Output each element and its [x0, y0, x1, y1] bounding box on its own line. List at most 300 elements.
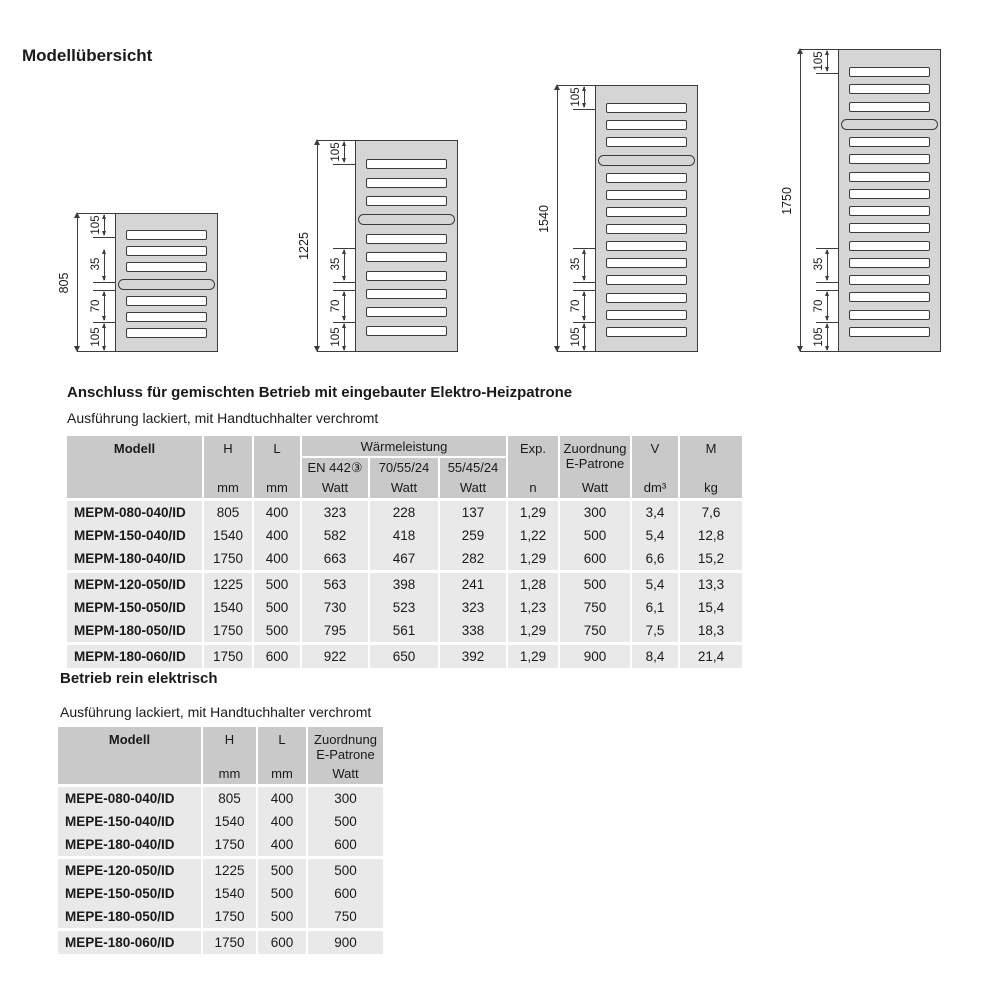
radiator-slat: [849, 223, 930, 233]
header-unit: Watt: [390, 480, 418, 495]
cell-value: 1,29: [508, 619, 558, 642]
table-row: [58, 787, 383, 810]
header-label-line: H: [223, 441, 233, 456]
dim-arrow-down: [582, 103, 586, 108]
radiator-slat: [849, 258, 930, 268]
header-unit: [133, 480, 137, 495]
radiator-slat: [366, 271, 447, 281]
cell-model: MEPE-180-060/ID: [58, 931, 201, 954]
dim-tick: [77, 351, 115, 352]
dim-tick: [557, 351, 595, 352]
cell-value: 500: [308, 810, 383, 833]
header-unit: mm: [218, 766, 241, 781]
cell-value: 1,28: [508, 573, 558, 596]
dim-arrow-up: [825, 291, 829, 296]
radiator-slat: [126, 296, 207, 306]
cell-value: 1540: [203, 882, 256, 905]
cell-value: 1750: [203, 905, 256, 928]
cell-value: 21,4: [680, 645, 742, 668]
towel-bar: [358, 214, 455, 225]
cell-model: MEPM-180-040/ID: [67, 547, 202, 570]
radiator-slat: [606, 207, 687, 217]
radiator-slat: [606, 103, 687, 113]
cell-value: 1540: [204, 596, 252, 619]
cell-value: 500: [254, 596, 300, 619]
cell-value: 1750: [204, 619, 252, 642]
cell-value: 282: [440, 547, 506, 570]
header-label: [520, 441, 546, 456]
section-electric-subheading: Ausführung lackiert, mit Handtuchhalter verchromt: [60, 704, 372, 720]
radiator-slat: [126, 230, 207, 240]
radiator-slat: [849, 137, 930, 147]
cell-value: 500: [258, 905, 306, 928]
header-label-line: Zuordnung: [563, 441, 627, 456]
cell-model: MEPM-120-050/ID: [67, 573, 202, 596]
radiator-slat: [849, 154, 930, 164]
cell-value: 663: [302, 547, 368, 570]
overall-dim-line: [77, 213, 78, 352]
cell-value: 467: [370, 547, 438, 570]
cell-model: MEPM-180-050/ID: [67, 619, 202, 642]
cell-value: 500: [258, 859, 306, 882]
cell-value: 805: [203, 787, 256, 810]
cell-value: 418: [370, 524, 438, 547]
table-row: [58, 882, 383, 905]
dim-tick: [573, 282, 595, 283]
dim-tick: [800, 351, 838, 352]
dim-arrow-down: [582, 276, 586, 281]
col-header-zuordnung: [308, 727, 383, 784]
radiator-slat: [606, 224, 687, 234]
overall-dim-line: [557, 85, 558, 352]
cell-model: MEPM-180-060/ID: [67, 645, 202, 668]
cell-value: 1,22: [508, 524, 558, 547]
cell-value: 7,5: [632, 619, 678, 642]
mixed-table: [67, 436, 742, 668]
cell-value: 582: [302, 524, 368, 547]
dim-arrow-down: [102, 276, 106, 281]
dim-tick: [800, 49, 838, 50]
radiator-slat: [606, 137, 687, 147]
cell-value: 400: [254, 501, 300, 524]
cell-value: 600: [254, 645, 300, 668]
radiator-slat: [849, 292, 930, 302]
dim-arrow-up: [582, 86, 586, 91]
cell-value: 600: [308, 882, 383, 905]
table-row: [67, 573, 742, 596]
cell-model: MEPE-180-040/ID: [58, 833, 201, 856]
dim-arrow-up: [102, 291, 106, 296]
col-header-l: [258, 727, 306, 784]
cell-value: 500: [308, 859, 383, 882]
header-label: [273, 441, 280, 456]
dim-arrow-up: [582, 323, 586, 328]
row-group: [58, 787, 383, 856]
table-row: [58, 810, 383, 833]
sub-dim-label-105-bottom: 105: [90, 327, 102, 347]
cell-model: MEPE-180-050/ID: [58, 905, 201, 928]
cell-value: 1,29: [508, 547, 558, 570]
radiator-slat: [849, 241, 930, 251]
cell-value: 228: [370, 501, 438, 524]
cell-value: 500: [560, 524, 630, 547]
radiator-slat: [126, 312, 207, 322]
cell-value: 500: [258, 882, 306, 905]
cell-value: 241: [440, 573, 506, 596]
cell-model: MEPE-150-050/ID: [58, 882, 201, 905]
sub-dim-label-70: 70: [330, 299, 342, 313]
row-group: [67, 501, 742, 570]
radiator-slat: [126, 328, 207, 338]
sub-dim-label-105-bottom: 105: [330, 327, 342, 347]
cell-value: 6,6: [632, 547, 678, 570]
header-label-line: L: [278, 732, 286, 747]
cell-value: 600: [308, 833, 383, 856]
dim-tick: [333, 164, 355, 165]
header-label-line: Modell: [108, 732, 151, 747]
overall-dim-line: [317, 140, 318, 352]
header-label: [379, 460, 430, 475]
cell-value: 398: [370, 573, 438, 596]
cell-value: 750: [308, 905, 383, 928]
cell-model: MEPE-150-040/ID: [58, 810, 201, 833]
mixed-table-header: [67, 436, 742, 498]
overall-height-label: 805: [57, 272, 71, 293]
radiator-slat: [366, 159, 447, 169]
radiator-diagram-805: [57, 213, 218, 352]
col-header-m: [680, 436, 742, 498]
overall-height-label: 1750: [780, 186, 794, 215]
radiator-slat: [849, 67, 930, 77]
cell-value: 392: [440, 645, 506, 668]
cell-value: 13,3: [680, 573, 742, 596]
cell-value: 900: [560, 645, 630, 668]
cell-value: 6,1: [632, 596, 678, 619]
header-unit: Watt: [332, 766, 359, 781]
row-group: [67, 645, 742, 668]
dim-arrow-down: [825, 346, 829, 351]
header-label: [109, 732, 150, 747]
table-row: [67, 524, 742, 547]
table-row: [58, 833, 383, 856]
dim-arrow-down: [582, 346, 586, 351]
dim-tick: [816, 282, 838, 283]
cell-model: MEPE-120-050/ID: [58, 859, 201, 882]
table-row: [58, 905, 383, 928]
dim-arrow-down: [102, 316, 106, 321]
header-label: [307, 460, 362, 475]
radiator-slat: [606, 310, 687, 320]
dim-tick: [93, 237, 115, 238]
header-label-line: 70/55/24: [378, 460, 430, 475]
radiator-slat: [366, 234, 447, 244]
table-row: [67, 596, 742, 619]
cell-value: 12,8: [680, 524, 742, 547]
cell-value: 1750: [203, 833, 256, 856]
sub-dim-label-105-bottom: 105: [813, 327, 825, 347]
cell-value: 300: [560, 501, 630, 524]
cell-value: 1750: [204, 645, 252, 668]
col-header-554524: [440, 458, 506, 498]
header-unit: dm³: [643, 480, 667, 495]
sub-dim-label-105-top: 105: [90, 215, 102, 235]
row-group: [67, 573, 742, 642]
cell-value: 1750: [204, 547, 252, 570]
cell-value: 137: [440, 501, 506, 524]
dim-arrow-up: [582, 291, 586, 296]
cell-value: 1,23: [508, 596, 558, 619]
cell-value: 15,2: [680, 547, 742, 570]
sub-dim-label-35: 35: [90, 257, 102, 271]
radiator-slat: [366, 326, 447, 336]
cell-value: 338: [440, 619, 506, 642]
radiator-body: [115, 213, 218, 352]
overall-height-label: 1540: [537, 204, 551, 233]
header-unit: Watt: [459, 480, 487, 495]
header-unit: mm: [266, 480, 288, 495]
header-label: [225, 732, 234, 747]
radiator-slat: [366, 178, 447, 188]
cell-value: 600: [258, 931, 306, 954]
header-label: [278, 732, 285, 747]
header-label-line: M: [705, 441, 717, 456]
table-row: [58, 931, 383, 954]
radiator-slat: [849, 327, 930, 337]
radiator-slat: [606, 173, 687, 183]
cell-value: 563: [302, 573, 368, 596]
radiator-slat: [606, 120, 687, 130]
cell-value: 1,29: [508, 645, 558, 668]
dim-tick: [333, 282, 355, 283]
cell-model: MEPE-080-040/ID: [58, 787, 201, 810]
radiator-slat: [606, 190, 687, 200]
section-mixed-heading: Anschluss für gemischten Betrieb mit eingebauter Elektro-Heizpatrone: [67, 384, 573, 401]
dim-arrow-up: [342, 141, 346, 146]
cell-value: 500: [254, 573, 300, 596]
radiator-slat: [126, 246, 207, 256]
radiator-slat: [849, 84, 930, 94]
col-header-v: [632, 436, 678, 498]
radiator-slat: [849, 206, 930, 216]
cell-value: 400: [254, 547, 300, 570]
header-label: [564, 441, 627, 471]
cell-value: 5,4: [632, 573, 678, 596]
sub-dim-label-35: 35: [570, 257, 582, 271]
page-title: Modellübersicht: [22, 46, 153, 65]
cell-value: 400: [254, 524, 300, 547]
radiator-slat: [366, 196, 447, 206]
dim-arrow-down: [342, 276, 346, 281]
dim-arrow-up: [342, 291, 346, 296]
col-header-exp: [508, 436, 558, 498]
dim-tick: [317, 140, 355, 141]
radiator-body: [355, 140, 458, 352]
sub-dim-label-70: 70: [90, 299, 102, 313]
cell-value: 500: [254, 619, 300, 642]
cell-value: 922: [302, 645, 368, 668]
header-label: [223, 441, 232, 456]
header-unit: [128, 766, 132, 781]
col-header-en442: [302, 458, 368, 498]
col-header-h: [204, 436, 252, 498]
electric-table: [58, 727, 383, 954]
radiator-slat: [366, 307, 447, 317]
waermeleistung-subcolumns: [302, 458, 506, 498]
cell-value: 1750: [203, 931, 256, 954]
col-header-l: [254, 436, 300, 498]
sub-dim-label-35: 35: [330, 257, 342, 271]
sub-dim-label-70: 70: [570, 299, 582, 313]
radiator-slat: [606, 258, 687, 268]
dim-tick: [573, 109, 595, 110]
dim-arrow-up: [825, 50, 829, 55]
cell-value: 1,29: [508, 501, 558, 524]
dim-arrow-up: [825, 249, 829, 254]
dim-tick: [557, 85, 595, 86]
cell-model: MEPM-150-040/ID: [67, 524, 202, 547]
radiator-slat: [606, 241, 687, 251]
radiator-diagram-1225: [297, 140, 458, 352]
cell-value: 400: [258, 810, 306, 833]
radiator-slat: [849, 275, 930, 285]
dim-arrow-down: [342, 346, 346, 351]
header-unit: n: [529, 480, 537, 495]
header-label-line: 55/45/24: [447, 460, 499, 475]
table-row: [67, 501, 742, 524]
cell-value: 805: [204, 501, 252, 524]
overall-height-label: 1225: [297, 232, 311, 260]
header-unit: kg: [704, 480, 718, 495]
waermeleistung-group-label: Wärmeleistung: [302, 436, 506, 456]
cell-value: 3,4: [632, 501, 678, 524]
dim-arrow-up: [825, 323, 829, 328]
cell-value: 300: [308, 787, 383, 810]
cell-model: MEPM-150-050/ID: [67, 596, 202, 619]
dim-arrow-up: [102, 249, 106, 254]
radiator-slat: [849, 310, 930, 320]
sub-dim-label-105-top: 105: [813, 51, 825, 71]
dim-arrow-down: [825, 316, 829, 321]
towel-bar: [841, 119, 938, 130]
cell-value: 5,4: [632, 524, 678, 547]
cell-value: 18,3: [680, 619, 742, 642]
col-header-modell: [67, 436, 202, 498]
radiator-slat: [606, 275, 687, 285]
dim-arrow-down: [102, 231, 106, 236]
cell-value: 400: [258, 787, 306, 810]
dim-tick: [816, 73, 838, 74]
radiator-slat: [606, 293, 687, 303]
col-header-705524: [370, 458, 438, 498]
cell-value: 750: [560, 619, 630, 642]
cell-value: 400: [258, 833, 306, 856]
radiator-slat: [849, 189, 930, 199]
header-label-line: Zuordnung: [314, 732, 377, 747]
dim-arrow-down: [825, 67, 829, 72]
header-label-line: E-Patrone: [565, 456, 625, 471]
cell-value: 323: [440, 596, 506, 619]
cell-model: MEPM-080-040/ID: [67, 501, 202, 524]
dim-arrow-up: [102, 214, 106, 219]
cell-value: 900: [308, 931, 383, 954]
section-electric-heading: Betrieb rein elektrisch: [60, 670, 218, 687]
cell-value: 259: [440, 524, 506, 547]
table-row: [67, 645, 742, 668]
radiator-diagram-1750: [780, 49, 941, 352]
sub-dim-label-35: 35: [813, 257, 825, 271]
section-mixed-subheading: Ausführung lackiert, mit Handtuchhalter verchromt: [67, 410, 379, 426]
cell-value: 1225: [204, 573, 252, 596]
radiator-diagram-1540: [537, 85, 698, 352]
row-group: [58, 931, 383, 954]
cell-value: 650: [370, 645, 438, 668]
col-header-modell: [58, 727, 201, 784]
dim-arrow-down: [102, 346, 106, 351]
header-label: [314, 732, 377, 762]
cell-value: 7,6: [680, 501, 742, 524]
header-unit: Watt: [581, 480, 609, 495]
cell-value: 15,4: [680, 596, 742, 619]
overall-dim-line: [800, 49, 801, 352]
header-label-line: Exp.: [519, 441, 546, 456]
col-header-waermeleistung: [302, 436, 506, 498]
radiator-slat: [849, 102, 930, 112]
cell-value: 730: [302, 596, 368, 619]
towel-bar: [118, 279, 215, 290]
dim-arrow-up: [342, 323, 346, 328]
dim-arrow-down: [342, 158, 346, 163]
cell-value: 8,4: [632, 645, 678, 668]
dim-tick: [93, 282, 115, 283]
header-unit: mm: [271, 766, 293, 781]
dim-tick: [77, 213, 115, 214]
header-unit: Watt: [321, 480, 349, 495]
header-label: [114, 441, 155, 456]
radiator-body: [838, 49, 941, 352]
row-group: [58, 859, 383, 928]
dim-arrow-down: [342, 316, 346, 321]
cell-value: 600: [560, 547, 630, 570]
header-label-line: V: [650, 441, 660, 456]
header-label: [706, 441, 717, 456]
dim-arrow-up: [582, 249, 586, 254]
header-label-line: E-Patrone: [316, 747, 375, 762]
header-label-line: EN 442③: [307, 460, 363, 475]
cell-value: 795: [302, 619, 368, 642]
sub-dim-label-70: 70: [813, 299, 825, 313]
dim-tick: [317, 351, 355, 352]
diagram-area: [0, 0, 984, 365]
radiator-slat: [606, 327, 687, 337]
dim-arrow-up: [102, 323, 106, 328]
header-label-line: H: [224, 732, 235, 747]
radiator-slat: [366, 252, 447, 262]
electric-table-header: [58, 727, 383, 784]
sub-dim-label-105-bottom: 105: [570, 327, 582, 347]
table-row: [58, 859, 383, 882]
dim-arrow-up: [342, 249, 346, 254]
cell-value: 1540: [204, 524, 252, 547]
sub-dim-label-105-top: 105: [330, 142, 342, 162]
col-header-h: [203, 727, 256, 784]
cell-value: 750: [560, 596, 630, 619]
dim-arrow-down: [582, 316, 586, 321]
towel-bar: [598, 155, 695, 166]
header-label-line: Modell: [113, 441, 156, 456]
sub-dim-label-105-top: 105: [570, 87, 582, 107]
cell-value: 1540: [203, 810, 256, 833]
radiator-slat: [126, 262, 207, 272]
